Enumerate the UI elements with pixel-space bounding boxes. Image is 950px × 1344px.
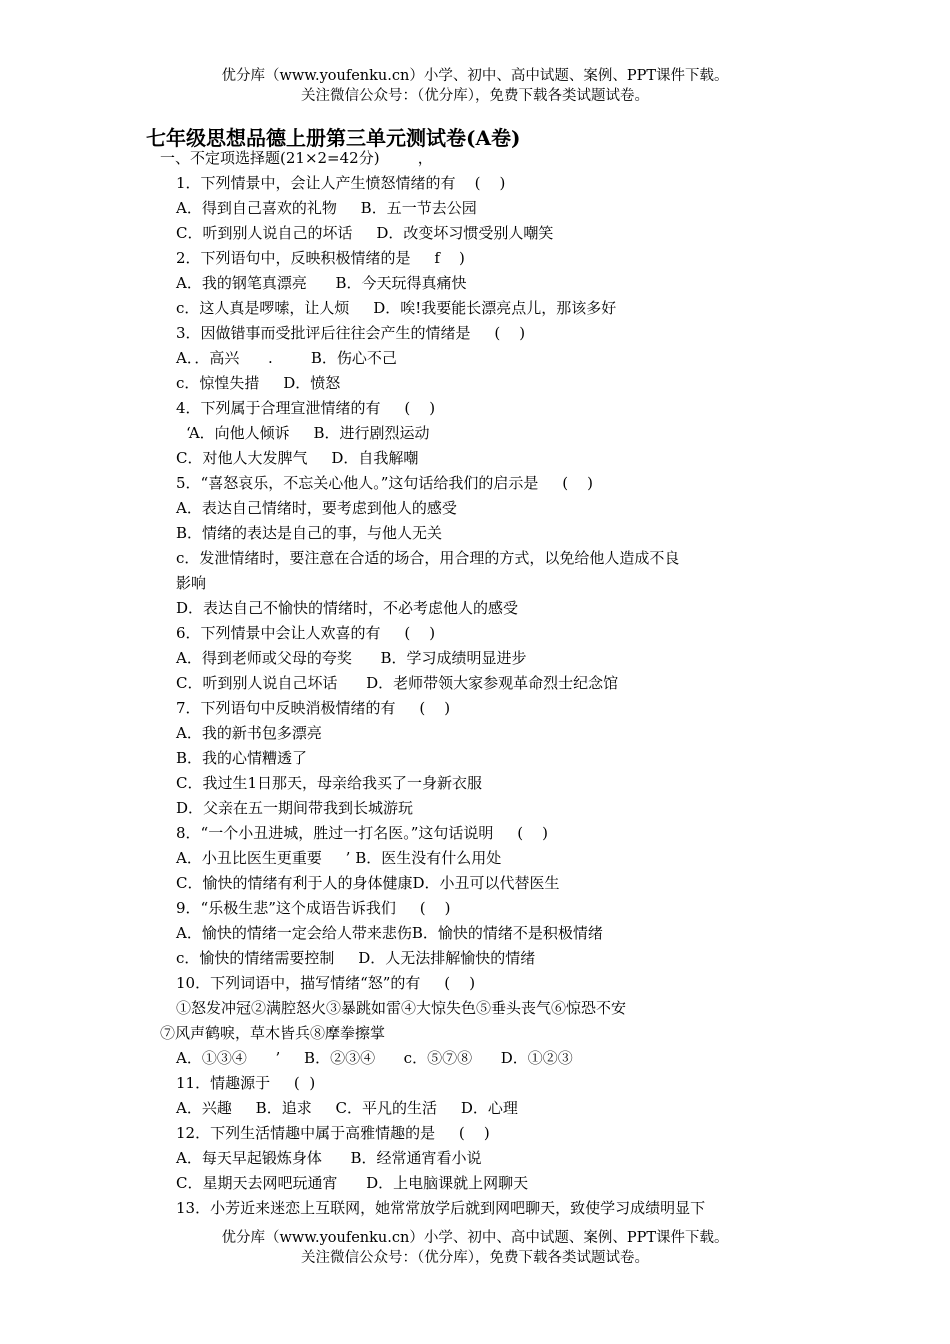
q8-options-cd: C．愉快的情绪有利于人的身体健康D．小丑可以代替医生 [176, 874, 560, 892]
q7-option-c: C．我过生1日那天，母亲给我买了一身新衣服 [176, 774, 483, 792]
question-8: 8．“一个小丑进城，胜过一打名医。”这句话说明 ( ) [176, 824, 548, 842]
q3-options-cd: c．惊惶失措 D．愤怒 [176, 374, 341, 392]
q9-options-ab: A．愉快的情绪一定会给人带来悲伤B．愉快的情绪不是积极情绪 [176, 924, 603, 942]
question-12: 12．下列生活情趣中属于高雅情趣的是 ( ) [176, 1124, 490, 1142]
q7-option-d: D．父亲在五一期间带我到长城游玩 [176, 799, 414, 817]
question-9: 9．“乐极生悲”这个成语告诉我们 ( ) [176, 899, 451, 917]
q5-option-c-cont: 影响 [176, 574, 207, 592]
question-2: 2．下列语句中，反映积极情绪的是 f ) [176, 249, 465, 267]
header-line-2: 关注微信公众号：（优分库），免费下载各类试题试卷。 [301, 88, 649, 104]
q10-word-list: ①怒发冲冠②满腔怒火③暴跳如雷④大惊失色⑤垂头丧气⑥惊恐不安 [176, 999, 627, 1017]
question-13: 13．小芳近来迷恋上互联网，她常常放学后就到网吧聊天，致使学习成绩明显下 [176, 1199, 706, 1217]
q10-word-list-cont: ⑦风声鹤唳，草木皆兵⑧摩拳擦掌 [160, 1024, 386, 1042]
section-heading: 一、不定项选择题(21×2=42分) ， [160, 149, 433, 167]
q6-options-cd: C．听到别人说自己坏话 D．老师带领大家参观革命烈士纪念馆 [176, 674, 619, 692]
q12-options-cd: C．星期天去网吧玩通宵 D．上电脑课就上网聊天 [176, 1174, 529, 1192]
footer-line-1: 优分库（www.youfenku.cn）小学、初中、高中试题、案例、PPT课件下载。 [221, 1230, 729, 1246]
q8-options-ab: A．小丑比医生更重要 ’ B．医生没有什么用处 [176, 849, 502, 867]
q4-options-cd: C．对他人大发脾气 D．自我解嘲 [176, 449, 419, 467]
q10-options: A．①③④ ’ B．②③④ c．⑤⑦⑧ D．①②③ [176, 1049, 573, 1067]
q7-option-a: A．我的新书包多漂亮 [176, 724, 322, 742]
q3-options-ab: A．．高兴 . B．伤心不己 [176, 349, 397, 367]
question-6: 6．下列情景中会让人欢喜的有 ( ) [176, 624, 436, 642]
q1-options-ab: A．得到自己喜欢的礼物 B．五一节去公园 [176, 199, 477, 217]
q7-option-b: B．我的心情糟透了 [176, 749, 308, 767]
q2-options-ab: A．我的钢笔真漂亮 B．今天玩得真痛快 [176, 274, 467, 292]
question-7: 7．下列语句中反映消极情绪的有 ( ) [176, 699, 451, 717]
q5-option-a: A．表达自己情绪时，要考虑到他人的感受 [176, 499, 457, 517]
header-line-1: 优分库（www.youfenku.cn）小学、初中、高中试题、案例、PPT课件下载。 [221, 68, 729, 84]
footer-line-2: 关注微信公众号：（优分库），免费下载各类试题试卷。 [301, 1250, 649, 1266]
q5-option-b: B．情绪的表达是自己的事，与他人无关 [176, 524, 443, 542]
q1-options-cd: C．听到别人说自己的坏话 D．改变坏习惯受别人嘲笑 [176, 224, 554, 242]
q6-options-ab: A．得到老师或父母的夸奖 B．学习成绩明显进步 [176, 649, 527, 667]
question-10: 10．下列词语中，描写情绪“怒”的有 ( ) [176, 974, 476, 992]
page-title: 七年级思想品德上册第三单元测试卷(A卷) [146, 126, 521, 150]
q5-option-d: D．表达自己不愉快的情绪时，不必考虑他人的感受 [176, 599, 519, 617]
page-header [0, 66, 950, 106]
question-4: 4．下列属于合理宣泄情绪的有 ( ) [176, 399, 436, 417]
q2-options-cd: c．这人真是啰嗦，让人烦 D．唉!我要能长漂亮点儿，那该多好 [176, 299, 617, 317]
q5-option-c: c．发泄情绪时，要注意在合适的场合，用合理的方式，以免给他人造成不良 [176, 549, 680, 567]
question-1: 1．下列情景中，会让人产生愤怒情绪的有 ( ) [176, 174, 506, 192]
question-11: 11．情趣源于 ( ) [176, 1074, 316, 1092]
question-3: 3．因做错事而受批评后往往会产生的情绪是 ( ) [176, 324, 526, 342]
q9-options-cd: c．愉快的情绪需要控制 D．人无法排解愉快的情绪 [176, 949, 536, 967]
q12-options-ab: A．每天早起锻炼身体 B．经常通宵看小说 [176, 1149, 482, 1167]
q11-options: A．兴趣 B．追求 C．平凡的生活 D．心理 [176, 1099, 518, 1117]
question-5: 5．“喜怒哀乐，不忘关心他人。”这句话给我们的启示是 ( ) [176, 474, 593, 492]
q4-options-ab: ‘A．向他人倾诉 B．进行剧烈运动 [186, 424, 430, 442]
page-footer [0, 1228, 950, 1268]
